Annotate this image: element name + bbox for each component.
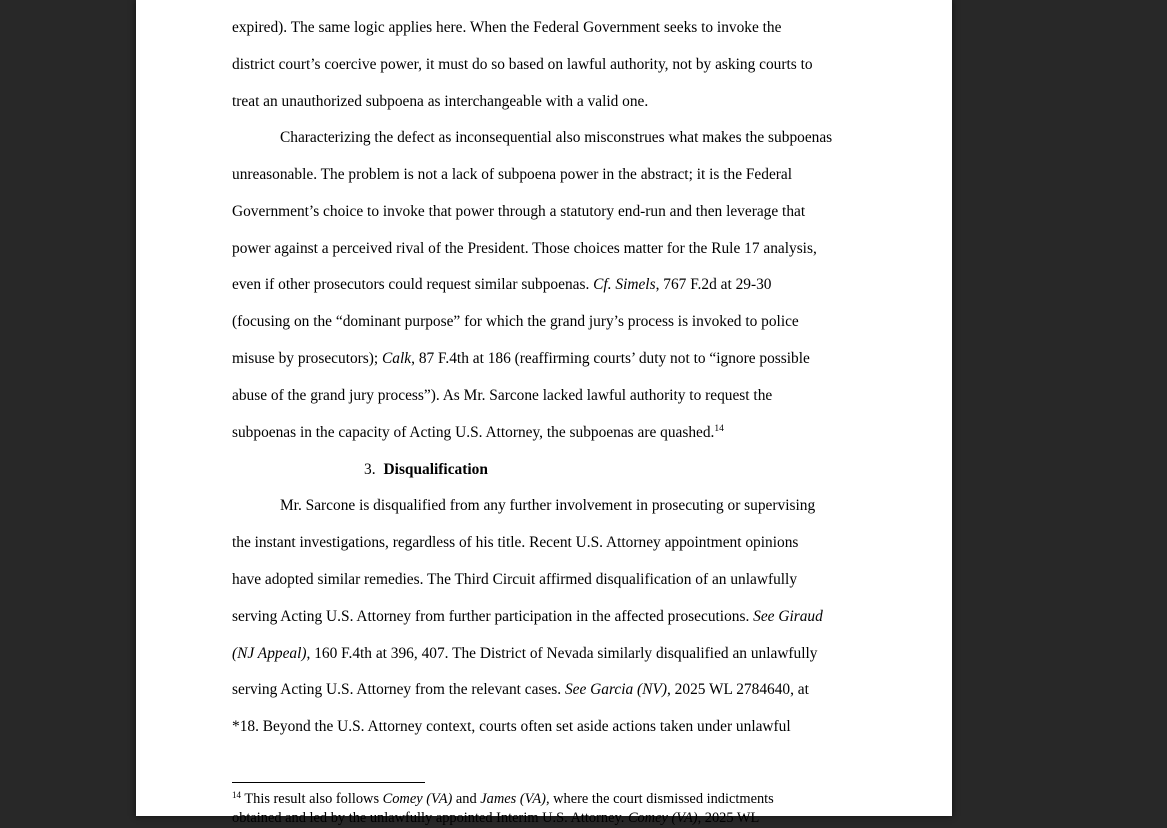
case-citation: Comey (VA) bbox=[627, 810, 698, 826]
paragraph-line: have adopted similar remedies. The Third Circuit affirmed disqualification of an unlawfully bbox=[232, 571, 798, 588]
paragraph-line: expired). The same logic applies here. When the Federal Government seeks to invoke the bbox=[232, 19, 782, 36]
case-citation: Comey (VA) bbox=[382, 791, 453, 807]
text: misuse by prosecutors); bbox=[232, 350, 383, 367]
paragraph-line: Government’s choice to invoke that power through a statutory end-run and then leverage that bbox=[232, 203, 806, 220]
text: and bbox=[452, 791, 481, 807]
paragraph-line: abuse of the grand jury process”). As Mr. Sarcone lacked lawful authority to request the bbox=[232, 387, 773, 404]
text: , 160 F.4th at 396, 407. The District of Nevada similarly disqualified an unlawfully bbox=[306, 645, 818, 662]
section-number: 3. bbox=[364, 461, 376, 478]
section-title: Disqualification bbox=[383, 461, 488, 478]
paragraph-line: *18. Beyond the U.S. Attorney context, courts often set aside actions taken under unlawful bbox=[232, 718, 791, 735]
text: serving Acting U.S. Attorney from the relevant cases. bbox=[232, 681, 565, 698]
paragraph-line: (focusing on the “dominant purpose” for which the grand jury’s process is invoked to police bbox=[232, 313, 799, 330]
text: , 2025 WL bbox=[697, 810, 760, 826]
paragraph-line: power against a perceived rival of the President. Those choices matter for the Rule 17 analysis, bbox=[232, 240, 817, 257]
paragraph-line bbox=[232, 423, 724, 443]
section-heading bbox=[364, 460, 488, 480]
text: This result also follows bbox=[241, 791, 383, 807]
footnote-number: 14 bbox=[232, 790, 241, 800]
paragraph-line: Characterizing the defect as inconsequential also misconstrues what makes the subpoenas bbox=[280, 129, 833, 146]
case-citation: Cf. Simels bbox=[593, 276, 656, 293]
paragraph-line bbox=[232, 644, 818, 664]
text: subpoenas in the capacity of Acting U.S. Attorney, the subpoenas are quashed. bbox=[232, 424, 715, 441]
paragraph-line bbox=[232, 680, 809, 700]
case-citation: Calk bbox=[382, 350, 412, 367]
text: , 767 F.2d at 29-30 bbox=[655, 276, 772, 293]
footnote-separator bbox=[232, 782, 425, 783]
paragraph-line: Mr. Sarcone is disqualified from any further involvement in prosecuting or supervising bbox=[280, 497, 816, 514]
paragraph-line: the instant investigations, regardless of his title. Recent U.S. Attorney appointment opinions bbox=[232, 534, 799, 551]
footnote bbox=[232, 790, 872, 828]
case-citation: See Garcia (NV) bbox=[564, 681, 667, 698]
text: , 87 F.4th at 186 (reaffirming courts’ duty not to “ignore possible bbox=[411, 350, 810, 367]
case-citation: (NJ Appeal) bbox=[232, 645, 307, 662]
text: even if other prosecutors could request similar subpoenas. bbox=[232, 276, 594, 293]
paragraph-line: unreasonable. The problem is not a lack of subpoena power in the abstract; it is the Federal bbox=[232, 166, 793, 183]
paragraph-line: district court’s coercive power, it must do so based on lawful authority, not by asking courts to bbox=[232, 56, 813, 73]
paragraph-line bbox=[232, 349, 810, 369]
case-citation: See Giraud bbox=[753, 608, 823, 625]
text: serving Acting U.S. Attorney from further participation in the affected prosecutions. bbox=[232, 608, 754, 625]
text: obtained and led by the unlawfully appointed Interim U.S. Attorney. bbox=[232, 810, 628, 826]
footnote-line bbox=[232, 790, 872, 809]
document-page bbox=[136, 0, 952, 826]
paragraph-line bbox=[232, 607, 823, 627]
footnote-reference[interactable]: 14 bbox=[714, 424, 724, 434]
paragraph-line bbox=[232, 275, 771, 295]
case-citation: James (VA) bbox=[480, 791, 546, 807]
footnote-line bbox=[232, 809, 872, 828]
text: , where the court dismissed indictments bbox=[545, 791, 774, 807]
text: , 2025 WL 2784640, at bbox=[666, 681, 809, 698]
paragraph-line: treat an unauthorized subpoena as interchangeable with a valid one. bbox=[232, 93, 649, 110]
